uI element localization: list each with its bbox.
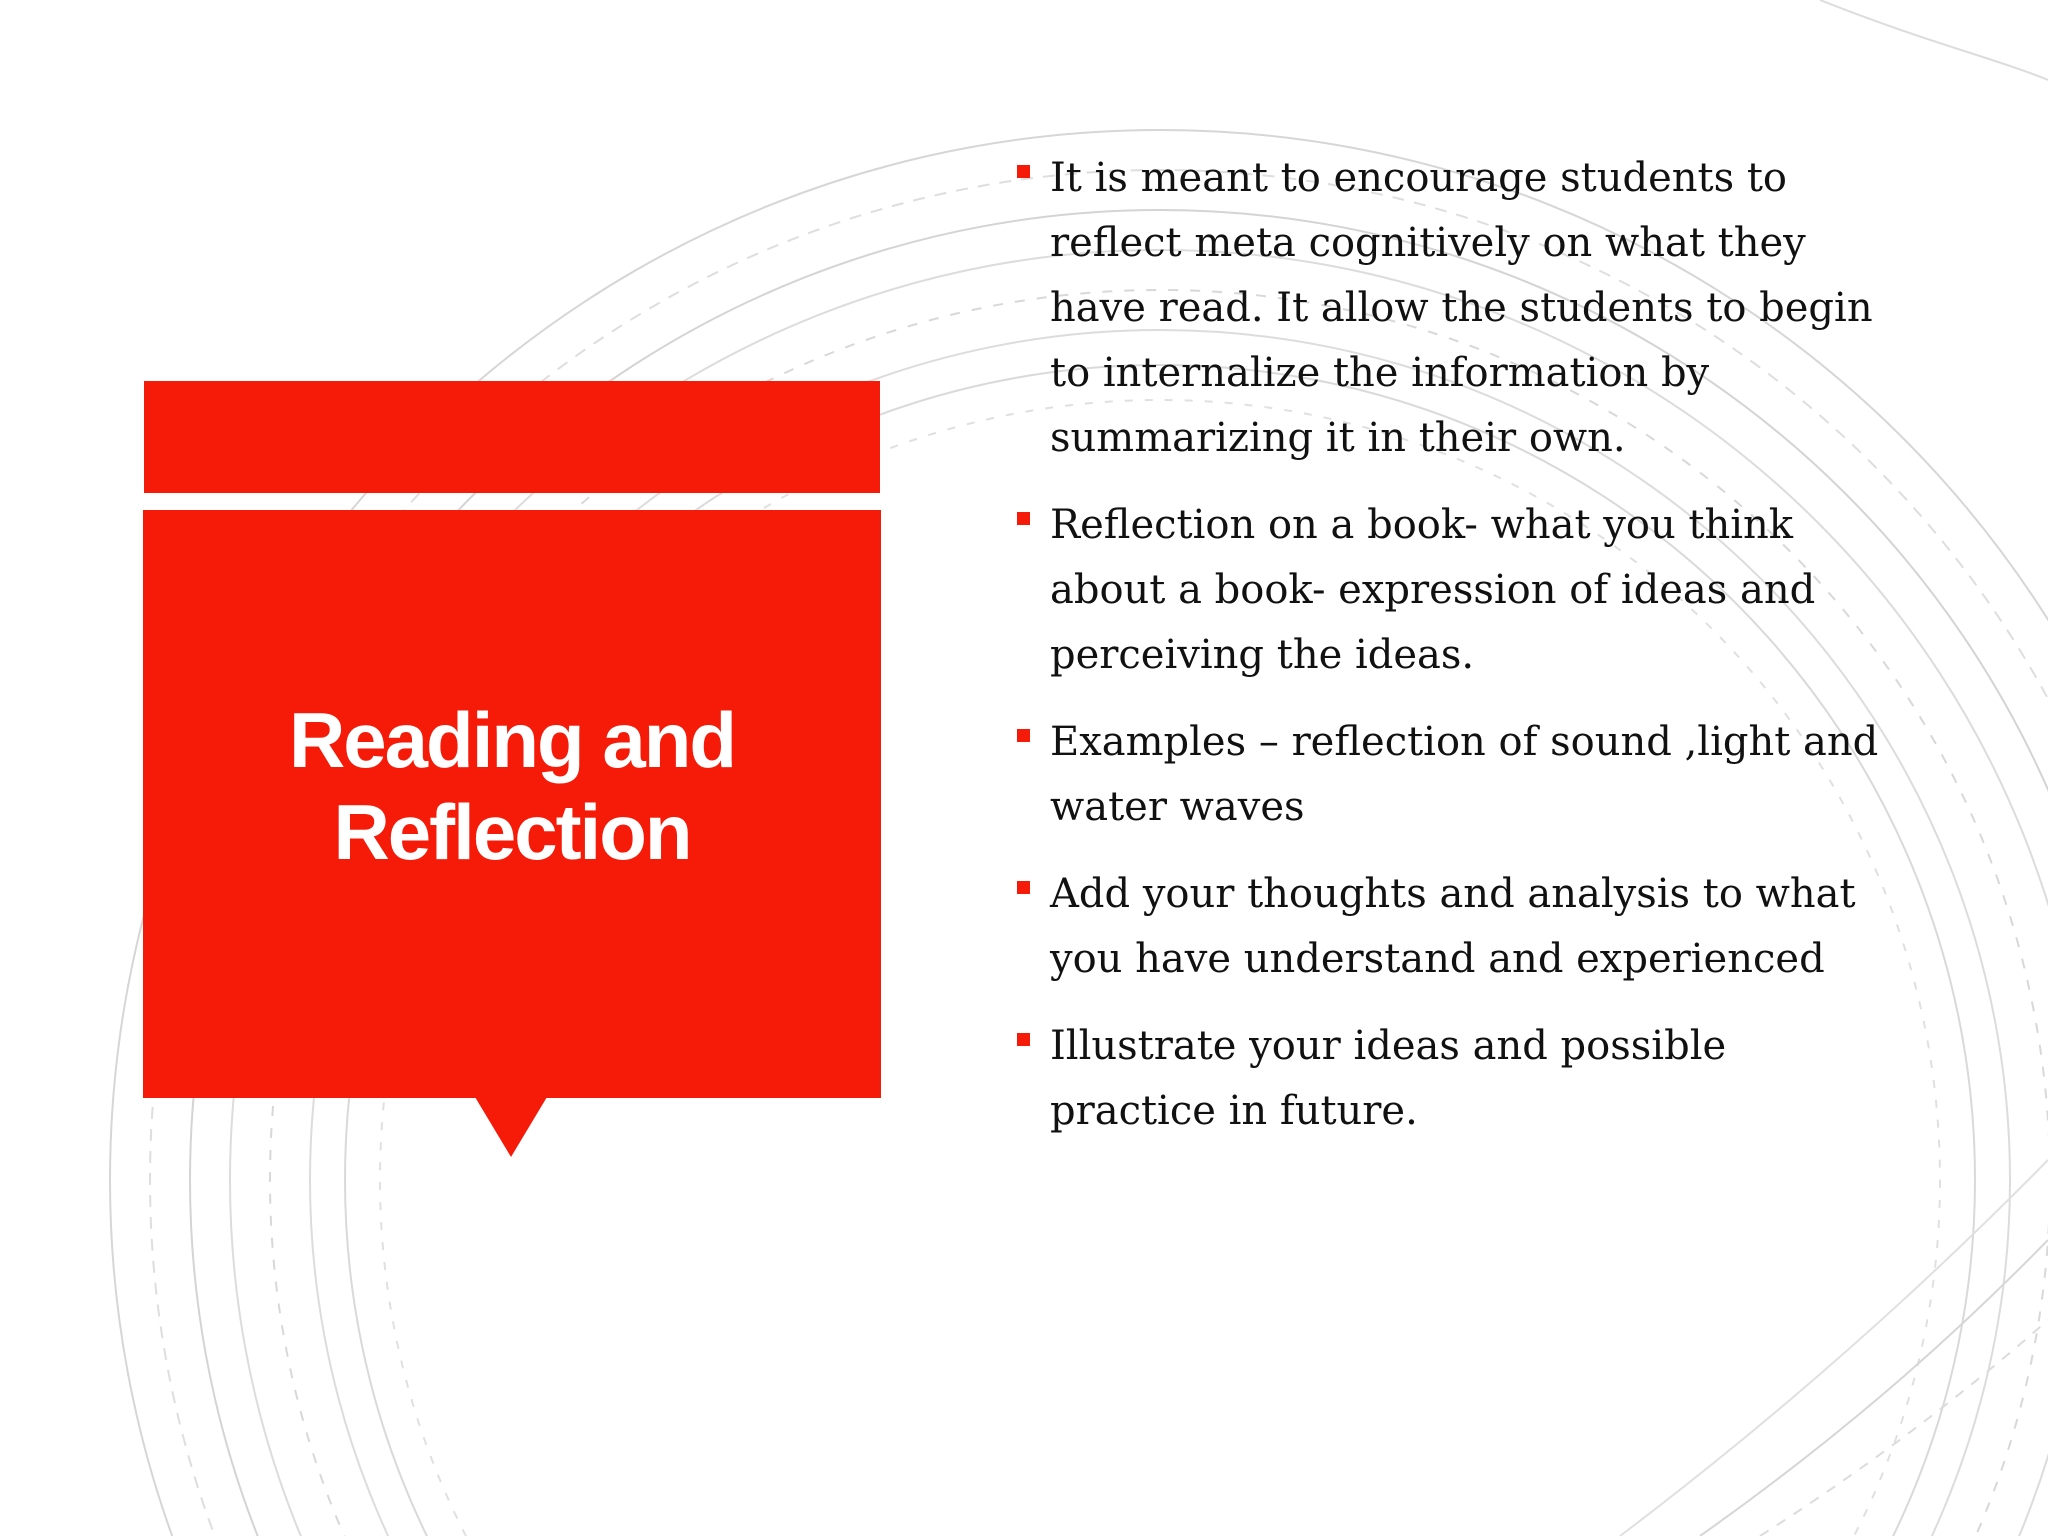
bullet-item [1010,710,1890,840]
slide-title: Reading and Reflection [288,696,736,876]
bullet-text: Illustrate your ideas and possible practice in future. [1050,1023,1727,1134]
bullet-item [1010,1014,1890,1144]
bullet-text: It is meant to encourage students to reflect meta cognitively on what they have read. It allow the students to begin to internalize the information by summarizing it in their own. [1050,155,1873,461]
bullet-text: Reflection on a book- what you think about a book- expression of ideas and perceiving the ideas. [1050,502,1816,678]
square-bullet-icon [1017,1033,1030,1046]
square-bullet-icon [1017,881,1030,894]
square-bullet-icon [1017,165,1030,178]
title-callout-box [143,510,881,1098]
square-bullet-icon [1017,512,1030,525]
callout-pointer [475,1097,547,1157]
bullet-list [1010,146,1890,1166]
bullet-text: Add your thoughts and analysis to what you have understand and experienced [1050,871,1856,982]
title-accent-strip [144,381,880,493]
bullet-item [1010,146,1890,471]
square-bullet-icon [1017,729,1030,742]
bullet-item [1010,862,1890,992]
bullet-item [1010,493,1890,688]
bullet-text: Examples – reflection of sound ,light and water waves [1050,719,1879,830]
